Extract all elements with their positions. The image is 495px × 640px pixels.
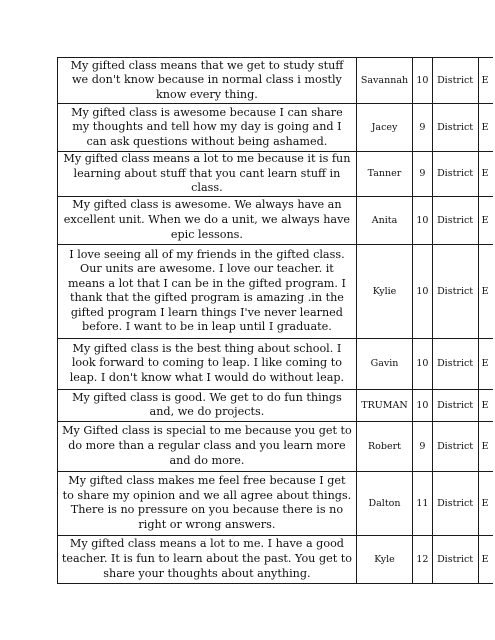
quote-cell: My Gifted class is special to me because you get to do more than a regular class and you learn more and do more. [58, 421, 357, 471]
truncated-column-cell: E [478, 244, 493, 338]
grade-cell: 10 [413, 196, 432, 244]
student-name-cell: Kylie [356, 244, 412, 338]
quote-cell: My gifted class means a lot to me. I have a good teacher. It is fun to learn about the past. You get to share your thoughts about anything. [58, 535, 357, 583]
student-name-cell: Anita [356, 196, 412, 244]
district-cell: District [432, 152, 478, 197]
district-cell: District [432, 196, 478, 244]
student-name-cell: Robert [356, 421, 412, 471]
district-cell: District [432, 389, 478, 421]
quote-cell: My gifted class is the best thing about school. I look forward to coming to leap. I like coming to leap. I don't know what I would do without leap. [58, 338, 357, 389]
grade-cell: 10 [413, 338, 432, 389]
student-name-cell: Gavin [356, 338, 412, 389]
truncated-column-cell: E [478, 471, 493, 535]
grade-cell: 9 [413, 421, 432, 471]
table-row [58, 104, 494, 152]
student-name-cell: Kyle [356, 535, 412, 583]
quote-cell: My gifted class is good. We get to do fun things and, we do projects. [58, 389, 357, 421]
truncated-column-cell: E [478, 421, 493, 471]
district-cell: District [432, 244, 478, 338]
truncated-column-cell: E [478, 58, 493, 104]
quote-cell: My gifted class means a lot to me because it is fun learning about stuff that you cant learn stuff in class. [58, 152, 357, 197]
grade-cell: 11 [413, 471, 432, 535]
table-row [58, 471, 494, 535]
quote-cell: My gifted class means that we get to study stuff we don't know because in normal class i mostly know every thing. [58, 58, 357, 104]
table-row [58, 338, 494, 389]
district-cell: District [432, 338, 478, 389]
district-cell: District [432, 104, 478, 152]
grade-cell: 12 [413, 535, 432, 583]
district-cell: District [432, 421, 478, 471]
district-cell: District [432, 535, 478, 583]
grade-cell: 10 [413, 58, 432, 104]
student-responses-table [57, 57, 493, 584]
truncated-column-cell: E [478, 152, 493, 197]
table-row [58, 58, 494, 104]
quote-cell: My gifted class is awesome. We always have an excellent unit. When we do a unit, we always have epic lessons. [58, 196, 357, 244]
table-row [58, 196, 494, 244]
student-name-cell: Dalton [356, 471, 412, 535]
truncated-column-cell: E [478, 338, 493, 389]
quote-cell: My gifted class is awesome because I can share my thoughts and tell how my day is going and I can ask questions without being ashamed. [58, 104, 357, 152]
quote-cell: My gifted class makes me feel free because I get to share my opinion and we all agree about things. There is no pressure on you because there is no right or wrong answers. [58, 471, 357, 535]
grade-cell: 10 [413, 244, 432, 338]
table-row [58, 152, 494, 197]
table-row [58, 389, 494, 421]
student-name-cell: Savannah [356, 58, 412, 104]
student-name-cell: TRUMAN [356, 389, 412, 421]
grade-cell: 10 [413, 389, 432, 421]
grade-cell: 9 [413, 152, 432, 197]
district-cell: District [432, 471, 478, 535]
truncated-column-cell: E [478, 389, 493, 421]
quote-cell: I love seeing all of my friends in the gifted class. Our units are awesome. I love our teacher. it means a lot that I can be in the gifted program. I thank that the gifted program is amazing .in the gifted program I learn things I've never learned before. I want to be in leap until I graduate. [58, 244, 357, 338]
truncated-column-cell: E [478, 196, 493, 244]
table-row [58, 421, 494, 471]
student-name-cell: Jacey [356, 104, 412, 152]
truncated-column-cell: E [478, 535, 493, 583]
grade-cell: 9 [413, 104, 432, 152]
table-row [58, 244, 494, 338]
truncated-column-cell: E [478, 104, 493, 152]
table-row [58, 535, 494, 583]
student-name-cell: Tanner [356, 152, 412, 197]
district-cell: District [432, 58, 478, 104]
